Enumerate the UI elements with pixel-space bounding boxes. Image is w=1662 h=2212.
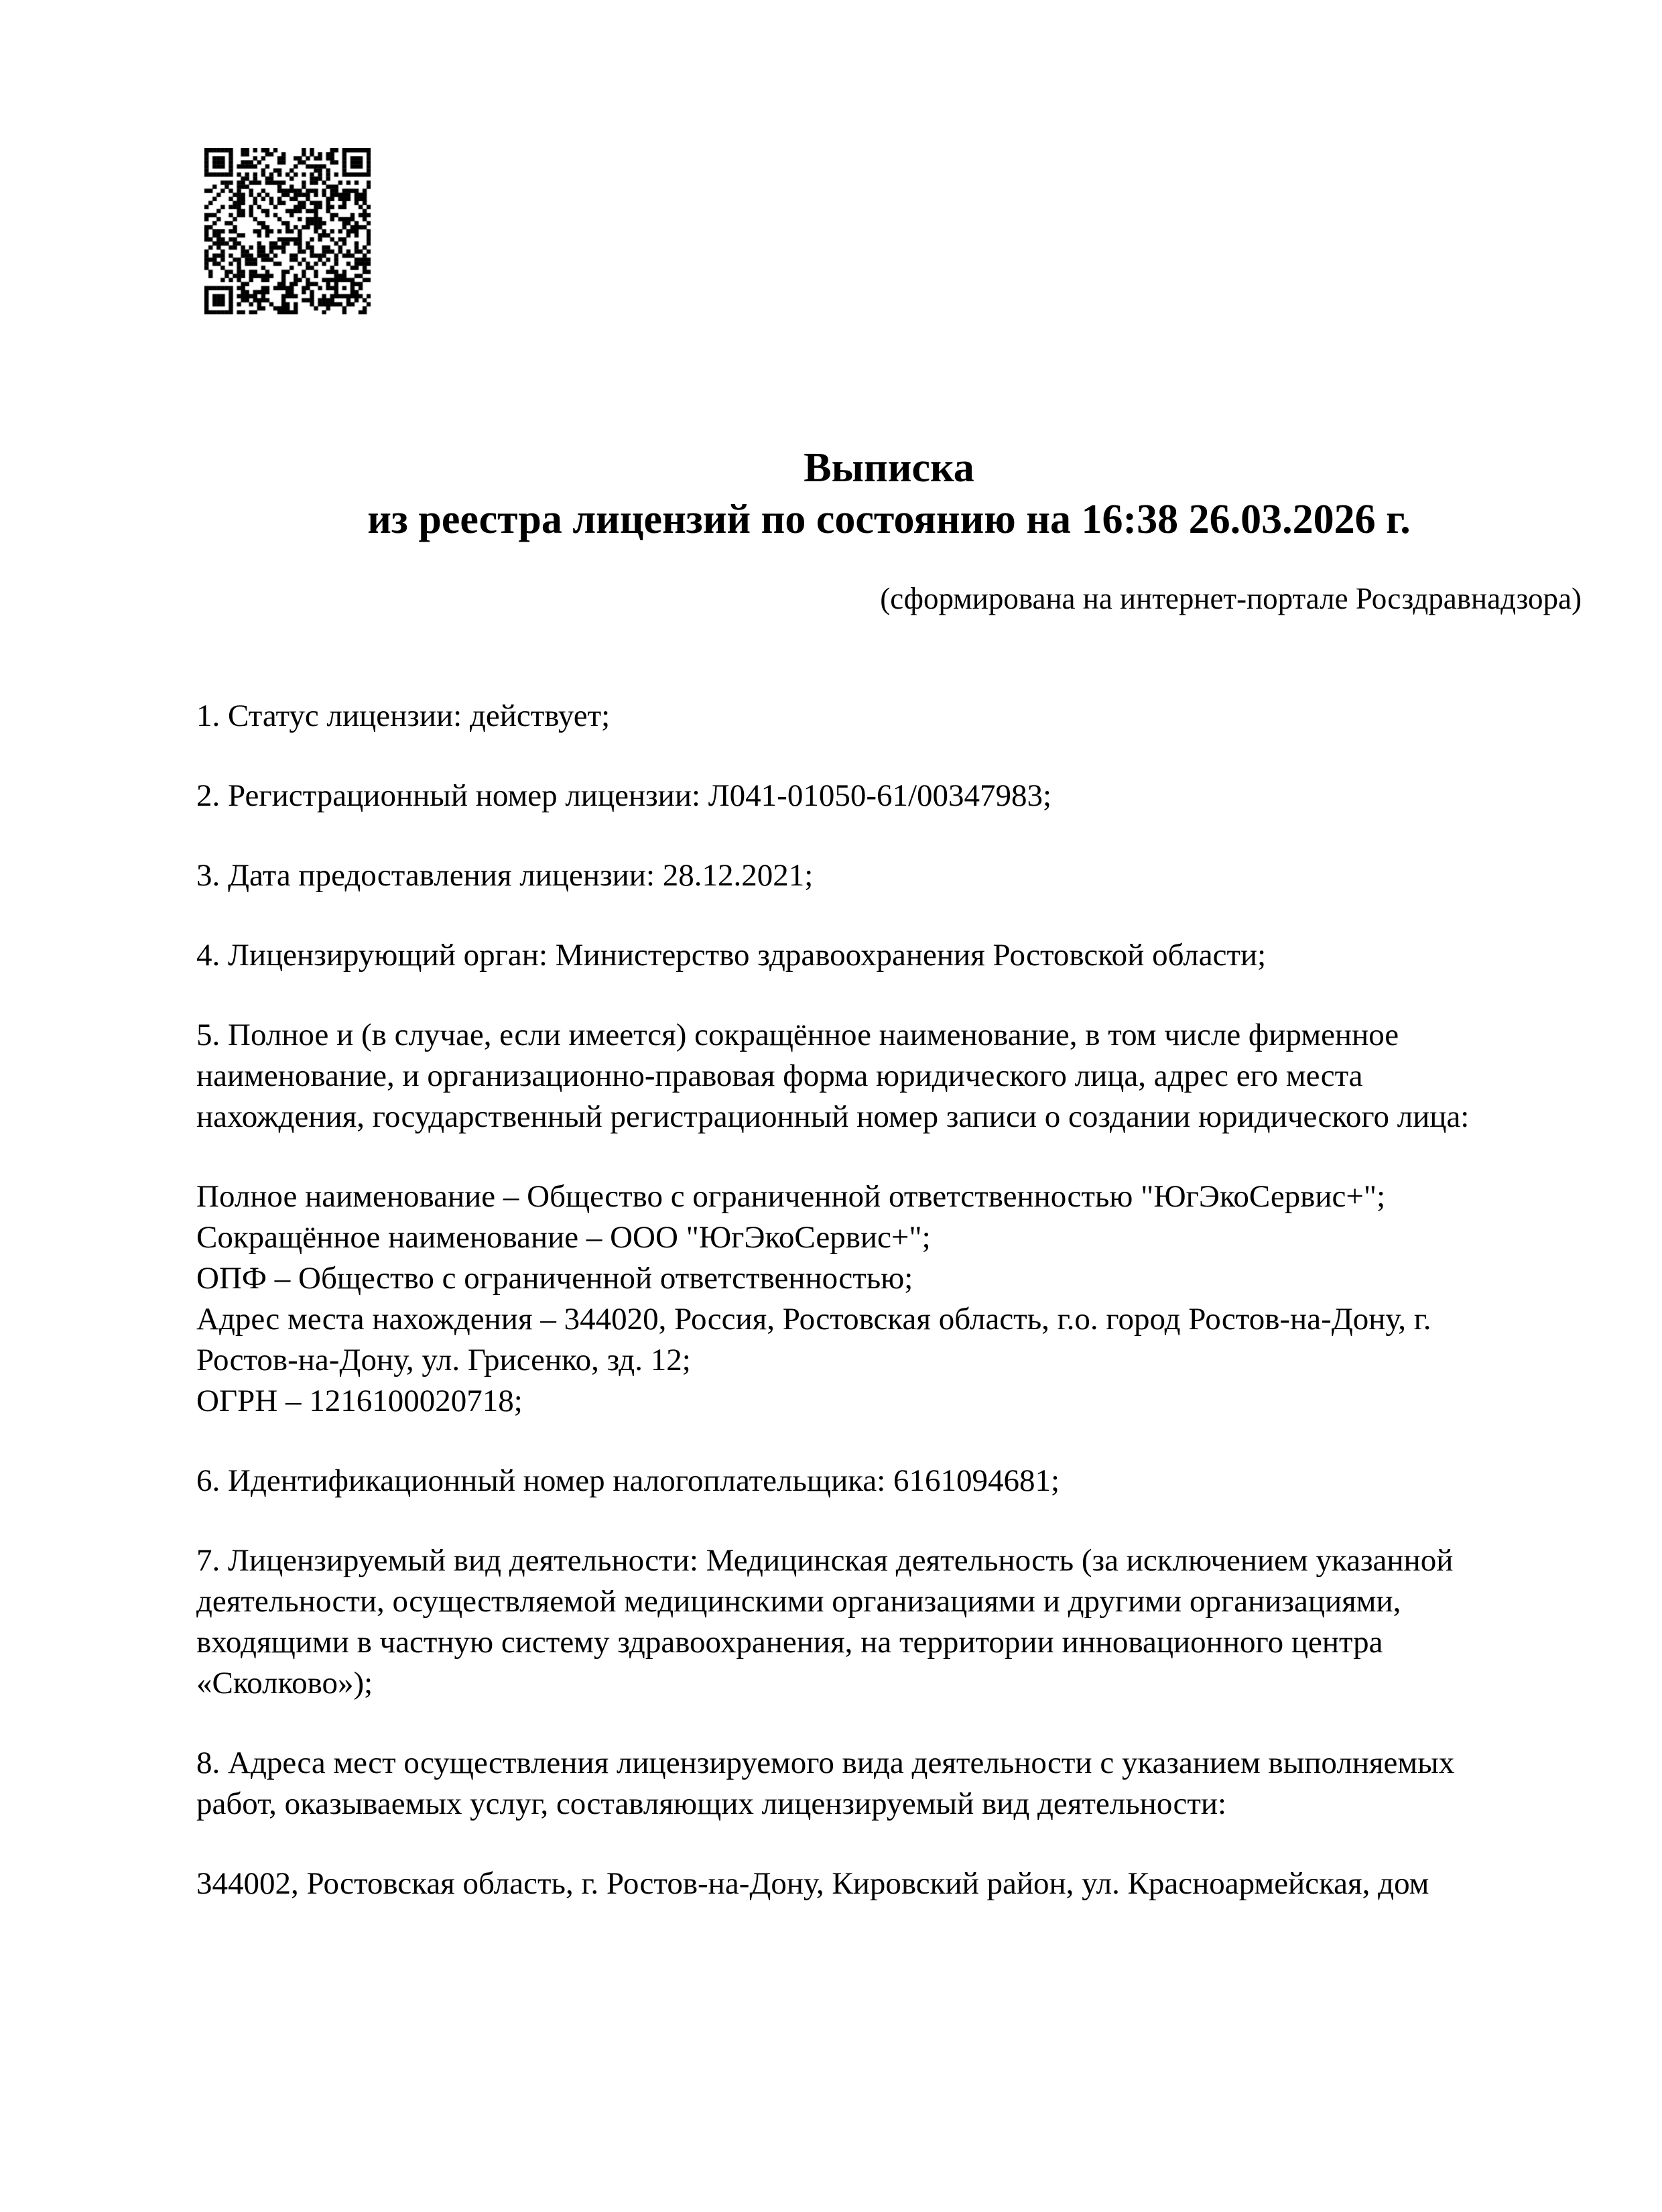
document-body: [196, 696, 1582, 1943]
text-line: Сокращённое наименование – ООО "ЮгЭкоСервис+";: [196, 1220, 931, 1255]
paragraph: [196, 1863, 1582, 1904]
text-line: наименование, и организационно-правовая форма юридического лица, адрес его места: [196, 1058, 1363, 1093]
text-line: Адрес места нахождения – 344020, Россия, Ростовская область, г.о. город Ростов-на-Дону, г.: [196, 1302, 1431, 1337]
text-line: нахождения, государственный регистрационный номер записи о создании юридического лица:: [196, 1099, 1470, 1134]
title-line-1: Выписка: [804, 445, 974, 491]
text-line: 2. Регистрационный номер лицензии: Л041-01050-61/00347983;: [196, 778, 1052, 813]
text-line: 5. Полное и (в случае, если имеется) сокращённое наименование, в том числе фирменное: [196, 1018, 1399, 1052]
paragraph: [196, 1176, 1582, 1422]
text-line: Полное наименование – Общество с ограниченной ответственностью "ЮгЭкоСервис+";: [196, 1179, 1386, 1214]
text-line: 4. Лицензирующий орган: Министерство здравоохранения Ростовской области;: [196, 938, 1267, 973]
paragraph: [196, 696, 1582, 737]
text-line: 7. Лицензируемый вид деятельности: Медицинская деятельность (за исключением указанной: [196, 1543, 1454, 1578]
paragraph: [196, 776, 1582, 816]
paragraph: [196, 1461, 1582, 1501]
text-line: 8. Адреса мест осуществления лицензируемого вида деятельности с указанием выполняемых: [196, 1745, 1455, 1780]
text-line: 6. Идентификационный номер налогоплательщика: 6161094681;: [196, 1463, 1060, 1498]
paragraph: [196, 1015, 1582, 1138]
document-title: [196, 442, 1582, 546]
paragraph: [196, 935, 1582, 976]
subtitle-note: (сформирована на интернет-портале Росздравнадзора): [880, 582, 1582, 615]
paragraph: [196, 855, 1582, 896]
text-line: 1. Статус лицензии: действует;: [196, 698, 611, 733]
text-line: «Сколково»);: [196, 1666, 373, 1701]
paragraph: [196, 1540, 1582, 1704]
qr-code-icon: [204, 148, 371, 314]
text-line: Ростов-на-Дону, ул. Грисенко, зд. 12;: [196, 1343, 691, 1377]
text-line: ОГРН – 1216100020718;: [196, 1384, 523, 1418]
text-line: деятельности, осуществляемой медицинскими организациями и другими организациями,: [196, 1584, 1401, 1619]
text-line: 3. Дата предоставления лицензии: 28.12.2021;: [196, 858, 814, 893]
title-line-2: из реестра лицензий по состоянию на 16:38 26.03.2026 г.: [367, 497, 1411, 542]
text-line: 344002, Ростовская область, г. Ростов-на-Дону, Кировский район, ул. Красноармейская, дом: [196, 1866, 1429, 1901]
text-line: работ, оказываемых услуг, составляющих лицензируемый вид деятельности:: [196, 1786, 1227, 1821]
text-line: входящими в частную систему здравоохранения, на территории инновационного центра: [196, 1625, 1383, 1660]
paragraph: [196, 1743, 1582, 1825]
text-line: ОПФ – Общество с ограниченной ответственностью;: [196, 1261, 913, 1296]
